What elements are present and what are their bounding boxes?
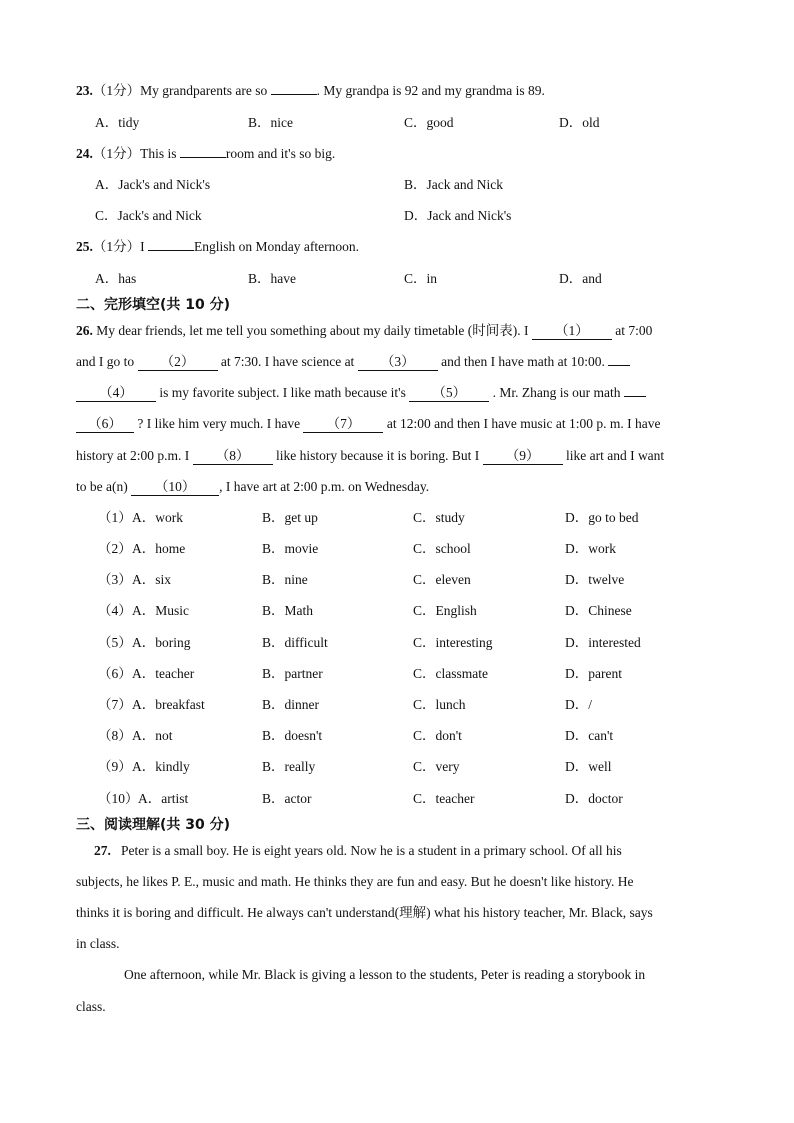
passage-text: to be a(n) bbox=[76, 479, 128, 494]
passage-text: like history because it is boring. But I bbox=[276, 448, 480, 463]
question-number: 24. bbox=[76, 146, 93, 161]
question-number: 25. bbox=[76, 239, 93, 254]
answer-blank-6[interactable]: （6） bbox=[76, 416, 134, 433]
option-b[interactable]: B．really bbox=[262, 759, 316, 774]
option-d[interactable]: D．can't bbox=[565, 728, 614, 743]
option-d[interactable]: D．well bbox=[565, 759, 612, 774]
answer-blank-2[interactable]: （2） bbox=[138, 354, 218, 371]
passage-line bbox=[76, 447, 664, 465]
passage-line: subjects, he likes P. E., music and math. He thinks they are fun and easy. But he doesn't like history. He bbox=[76, 874, 634, 889]
question-score: （1分） bbox=[92, 239, 141, 254]
option-d[interactable]: D．interested bbox=[565, 635, 641, 650]
passage-line: in class. bbox=[76, 936, 120, 951]
passage-text: like art and I want bbox=[565, 448, 665, 463]
blank-tail bbox=[608, 365, 630, 366]
option-row-number: （4） bbox=[98, 603, 132, 618]
question-text: room and it's so big. bbox=[225, 146, 336, 161]
option-c[interactable]: C．eleven bbox=[413, 572, 471, 587]
option-a[interactable]: A．boring bbox=[132, 635, 191, 650]
question-text: I bbox=[140, 239, 145, 254]
option-d[interactable]: D．parent bbox=[565, 666, 622, 681]
option-row-number: （2） bbox=[98, 541, 132, 556]
passage-text: and then I have math at 10:00. bbox=[441, 354, 605, 369]
option-row-number: （7） bbox=[98, 697, 132, 712]
question-text: This is bbox=[140, 146, 177, 161]
answer-blank-1[interactable]: （1） bbox=[532, 323, 612, 340]
answer-blank-5[interactable]: （5） bbox=[409, 385, 489, 402]
passage-text: Peter is a small boy. He is eight years old. Now he is a student in a primary school. Of all his bbox=[121, 843, 622, 858]
option-d[interactable]: D．work bbox=[565, 541, 616, 556]
answer-blank-7[interactable]: （7） bbox=[303, 416, 383, 433]
option-row-number: （3） bbox=[98, 572, 132, 587]
option-row-number: （10） bbox=[98, 791, 139, 806]
option-a[interactable]: A．tidy bbox=[95, 115, 140, 130]
passage-text: . Mr. Zhang is our math bbox=[492, 385, 621, 400]
option-d[interactable]: D．old bbox=[559, 115, 600, 130]
option-b[interactable]: B．movie bbox=[262, 541, 319, 556]
option-c[interactable]: C．don't bbox=[413, 728, 462, 743]
option-b[interactable]: B．nice bbox=[248, 115, 293, 130]
option-a[interactable]: A．not bbox=[132, 728, 173, 743]
option-d[interactable]: D．twelve bbox=[565, 572, 625, 587]
passage-line bbox=[76, 478, 429, 496]
option-d[interactable]: D．Jack and Nick's bbox=[404, 208, 512, 223]
option-c[interactable]: C．teacher bbox=[413, 791, 475, 806]
option-d[interactable]: D．and bbox=[559, 271, 602, 286]
option-c[interactable]: C．study bbox=[413, 510, 465, 525]
passage-text: history at 2:00 p.m. I bbox=[76, 448, 190, 463]
question-23 bbox=[76, 82, 545, 100]
passage-line bbox=[94, 842, 622, 860]
answer-blank-8[interactable]: （8） bbox=[193, 448, 273, 465]
option-row-number: （5） bbox=[98, 635, 132, 650]
passage-line bbox=[76, 415, 661, 433]
passage-line: thinks it is boring and difficult. He always can't understand(理解) what his history teacher, Mr. Black, says bbox=[76, 905, 653, 920]
passage-line bbox=[76, 322, 652, 340]
option-c[interactable]: C．lunch bbox=[413, 697, 466, 712]
option-b[interactable]: B．difficult bbox=[262, 635, 328, 650]
option-c[interactable]: C．Jack's and Nick bbox=[95, 208, 202, 223]
option-c[interactable]: C．classmate bbox=[413, 666, 488, 681]
question-number: 26. bbox=[76, 323, 93, 338]
option-c[interactable]: C．interesting bbox=[413, 635, 493, 650]
passage-text: at 12:00 and then I have music at 1:00 p. m. I have bbox=[386, 416, 661, 431]
option-row-number: （6） bbox=[98, 666, 132, 681]
option-c[interactable]: C．in bbox=[404, 271, 438, 286]
option-a[interactable]: A．Music bbox=[132, 603, 189, 618]
option-b[interactable]: B．have bbox=[248, 271, 296, 286]
passage-text: ? I like him very much. I have bbox=[137, 416, 301, 431]
passage-text: and I go to bbox=[76, 354, 135, 369]
question-text: My grandparents are so bbox=[140, 83, 268, 98]
option-a[interactable]: A．home bbox=[132, 541, 186, 556]
option-c[interactable]: C．very bbox=[413, 759, 460, 774]
question-text: . My grandpa is 92 and my grandma is 89. bbox=[316, 83, 545, 98]
option-b[interactable]: B．Jack and Nick bbox=[404, 177, 503, 192]
option-d[interactable]: D．/ bbox=[565, 697, 592, 712]
passage-line bbox=[76, 384, 646, 402]
answer-blank[interactable] bbox=[148, 250, 194, 251]
section-heading: 三、阅读理解(共 30 分) bbox=[76, 817, 231, 833]
option-row-number: （8） bbox=[98, 728, 132, 743]
answer-blank-4[interactable]: （4） bbox=[76, 385, 156, 402]
question-25 bbox=[76, 238, 359, 256]
answer-blank[interactable] bbox=[180, 157, 226, 158]
option-c[interactable]: C．school bbox=[413, 541, 471, 556]
option-d[interactable]: D．Chinese bbox=[565, 603, 632, 618]
passage-text: is my favorite subject. I like math because it's bbox=[159, 385, 406, 400]
option-a[interactable]: A．six bbox=[132, 572, 172, 587]
option-a[interactable]: A．kindly bbox=[132, 759, 190, 774]
question-24 bbox=[76, 145, 335, 163]
answer-blank-9[interactable]: （9） bbox=[483, 448, 563, 465]
option-a[interactable]: A．teacher bbox=[132, 666, 195, 681]
option-b[interactable]: B．partner bbox=[262, 666, 323, 681]
answer-blank-10[interactable]: （10） bbox=[131, 479, 219, 496]
question-score: （1分） bbox=[92, 146, 141, 161]
option-c[interactable]: C．English bbox=[413, 603, 477, 618]
option-a[interactable]: A．Jack's and Nick's bbox=[95, 177, 211, 192]
option-b[interactable]: B．dinner bbox=[262, 697, 319, 712]
option-row-number: （9） bbox=[98, 759, 132, 774]
section-heading: 二、完形填空(共 10 分) bbox=[76, 297, 231, 313]
option-row-number: （1） bbox=[98, 510, 132, 525]
passage-text: My dear friends, let me tell you something about my daily timetable (时间表). I bbox=[96, 323, 529, 338]
question-text: English on Monday afternoon. bbox=[194, 239, 359, 254]
question-number: 27. bbox=[94, 843, 111, 858]
option-a[interactable]: A．work bbox=[132, 510, 183, 525]
question-score: （1分） bbox=[92, 83, 141, 98]
option-d[interactable]: D．doctor bbox=[565, 791, 623, 806]
passage-line: One afternoon, while Mr. Black is giving a lesson to the students, Peter is reading a storybook in bbox=[124, 967, 646, 982]
option-c[interactable]: C．good bbox=[404, 115, 454, 130]
passage-line: class. bbox=[76, 999, 106, 1014]
passage-text: at 7:30. I have science at bbox=[220, 354, 355, 369]
option-b[interactable]: B．get up bbox=[262, 510, 318, 525]
option-b[interactable]: B．Math bbox=[262, 603, 314, 618]
option-a[interactable]: A．has bbox=[95, 271, 137, 286]
option-d[interactable]: D．go to bed bbox=[565, 510, 639, 525]
passage-text: , I have art at 2:00 p.m. on Wednesday. bbox=[219, 479, 430, 494]
option-a[interactable]: A．breakfast bbox=[132, 697, 205, 712]
passage-text: at 7:00 bbox=[615, 323, 653, 338]
passage-line bbox=[76, 353, 630, 371]
answer-blank-3[interactable]: （3） bbox=[358, 354, 438, 371]
option-b[interactable]: B．nine bbox=[262, 572, 308, 587]
option-a[interactable]: A．artist bbox=[138, 791, 189, 806]
option-b[interactable]: B．doesn't bbox=[262, 728, 323, 743]
question-number: 23. bbox=[76, 83, 93, 98]
blank-tail bbox=[624, 396, 646, 397]
option-b[interactable]: B．actor bbox=[262, 791, 312, 806]
answer-blank[interactable] bbox=[271, 94, 317, 95]
